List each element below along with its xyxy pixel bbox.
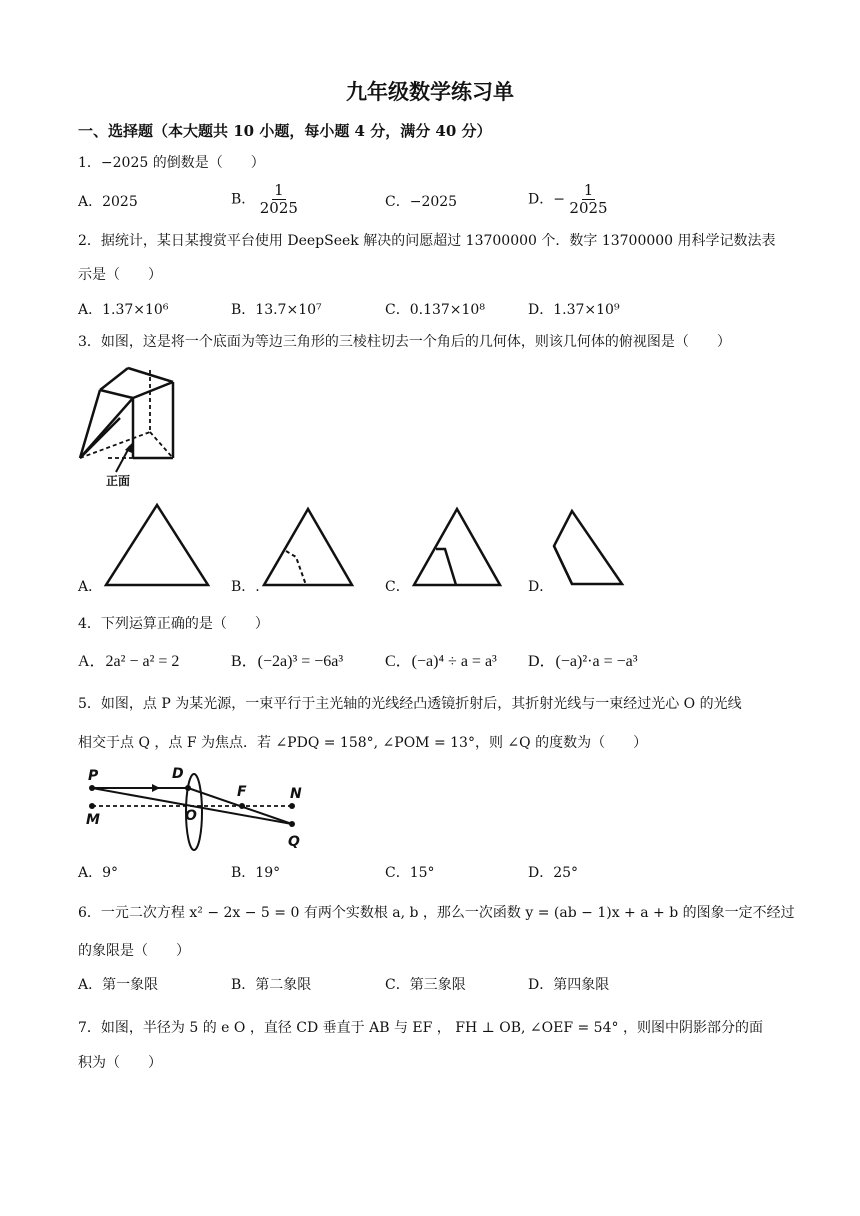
q6-option-c: C．第三象限 — [385, 977, 466, 993]
q1-option-d — [528, 182, 608, 217]
lens-label-q: Q — [288, 834, 300, 850]
q1-option-d-label: D．− — [528, 191, 565, 208]
question-6-stem-line1: 6．一元二次方程 x² − 2x − 5 = 0 有两个实数根 a, b ，那么一次函数 y = (ab − 1)x + a + b 的图象一定不经过 — [78, 905, 795, 921]
page-title: 九年级数学练习单 — [346, 79, 514, 104]
q5-option-c: C．15° — [385, 865, 435, 881]
q3-option-b-label: B．. — [231, 579, 260, 595]
q6-option-b: B．第二象限 — [231, 977, 312, 993]
q5-option-d: D．25° — [528, 865, 579, 881]
q1-option-b-fraction — [260, 182, 298, 217]
q1-option-b — [231, 182, 298, 217]
question-2-stem-line1: 2．据统计，某日某搜赏平台使用 DeepSeek 解决的问愿超过 13700000 个．数字 13700000 用科学记数法表 — [78, 233, 776, 249]
q2-option-d: D．1.37×10⁹ — [528, 302, 620, 318]
lens-figure — [84, 766, 314, 854]
fraction-numerator: 1 — [274, 181, 284, 199]
q3-option-b-triangle — [262, 507, 354, 587]
lens-label-n: N — [290, 786, 302, 802]
question-6-stem-line2: 的象限是（ ） — [78, 943, 190, 959]
fraction-denominator: 2025 — [569, 199, 608, 217]
q3-option-a-label: A． — [78, 579, 103, 595]
q3-option-c-triangle — [412, 507, 502, 587]
question-3-stem: 3．如图，这是将一个底面为等边三角形的三棱柱切去一个角后的几何体，则该几何体的俯视图是（ ） — [78, 334, 731, 350]
q4-option-c: C．(−a)⁴ ÷ a = a³ — [385, 653, 497, 670]
q1-option-b-label: B． — [231, 191, 256, 208]
lens-label-f: F — [237, 784, 247, 800]
lens-label-p: P — [88, 768, 99, 784]
q1-option-c: C．−2025 — [385, 194, 458, 210]
section-heading: 一、选择题（本大题共 10 小题，每小题 4 分，满分 40 分） — [78, 122, 492, 140]
question-7-stem-line1: 7．如图，半径为 5 的 e O ，直径 CD 垂直于 AB 与 EF ， FH ⊥ OB, ∠OEF = 54° ，则图中阴影部分的面 — [78, 1020, 763, 1036]
question-4-stem: 4．下列运算正确的是（ ） — [78, 616, 269, 632]
fraction-numerator: 1 — [583, 181, 594, 199]
q1-option-d-fraction — [569, 182, 607, 217]
q2-option-b: B．13.7×10⁷ — [231, 302, 322, 318]
q3-option-d-shape — [552, 508, 624, 588]
q6-option-d: D．第四象限 — [528, 977, 610, 993]
question-7-stem-line2: 积为（ ） — [78, 1055, 162, 1071]
q2-option-a: A．1.37×10⁶ — [78, 302, 169, 318]
q4-option-b: B．(−2a)³ = −6a³ — [231, 653, 344, 670]
question-1-stem: 1．−2025 的倒数是（ ） — [78, 155, 265, 171]
lens-label-m: M — [86, 812, 100, 828]
q5-option-a: A．9° — [78, 865, 119, 881]
q3-option-a-triangle — [104, 503, 210, 587]
front-view-label: 正面 — [106, 474, 131, 488]
question-2-stem-line2: 示是（ ） — [78, 267, 162, 283]
q3-option-d-label: D． — [528, 579, 554, 595]
fraction-denominator: 2025 — [259, 199, 298, 217]
q5-option-b: B．19° — [231, 865, 281, 881]
q6-option-a: A．第一象限 — [78, 977, 159, 993]
lens-label-d: D — [172, 766, 184, 782]
q2-option-c: C．0.137×10⁸ — [385, 302, 485, 318]
q1-option-a: A．2025 — [78, 194, 138, 210]
question-5-stem-line1: 5．如图，点 P 为某光源，一束平行于主光轴的光线经凸透镜折射后，其折射光线与一束经过光心 O 的光线 — [78, 696, 742, 712]
q4-option-a: A．2a² − a² = 2 — [78, 653, 180, 670]
q4-option-d: D．(−a)²·a = −a³ — [528, 653, 638, 670]
prism-figure — [78, 360, 188, 490]
q3-option-c-label: C． — [385, 579, 410, 595]
lens-label-o: O — [185, 808, 197, 824]
question-5-stem-line2: 相交于点 Q ，点 F 为焦点．若 ∠PDQ = 158°, ∠POM = 13°，则 ∠Q 的度数为（ ） — [78, 735, 648, 751]
